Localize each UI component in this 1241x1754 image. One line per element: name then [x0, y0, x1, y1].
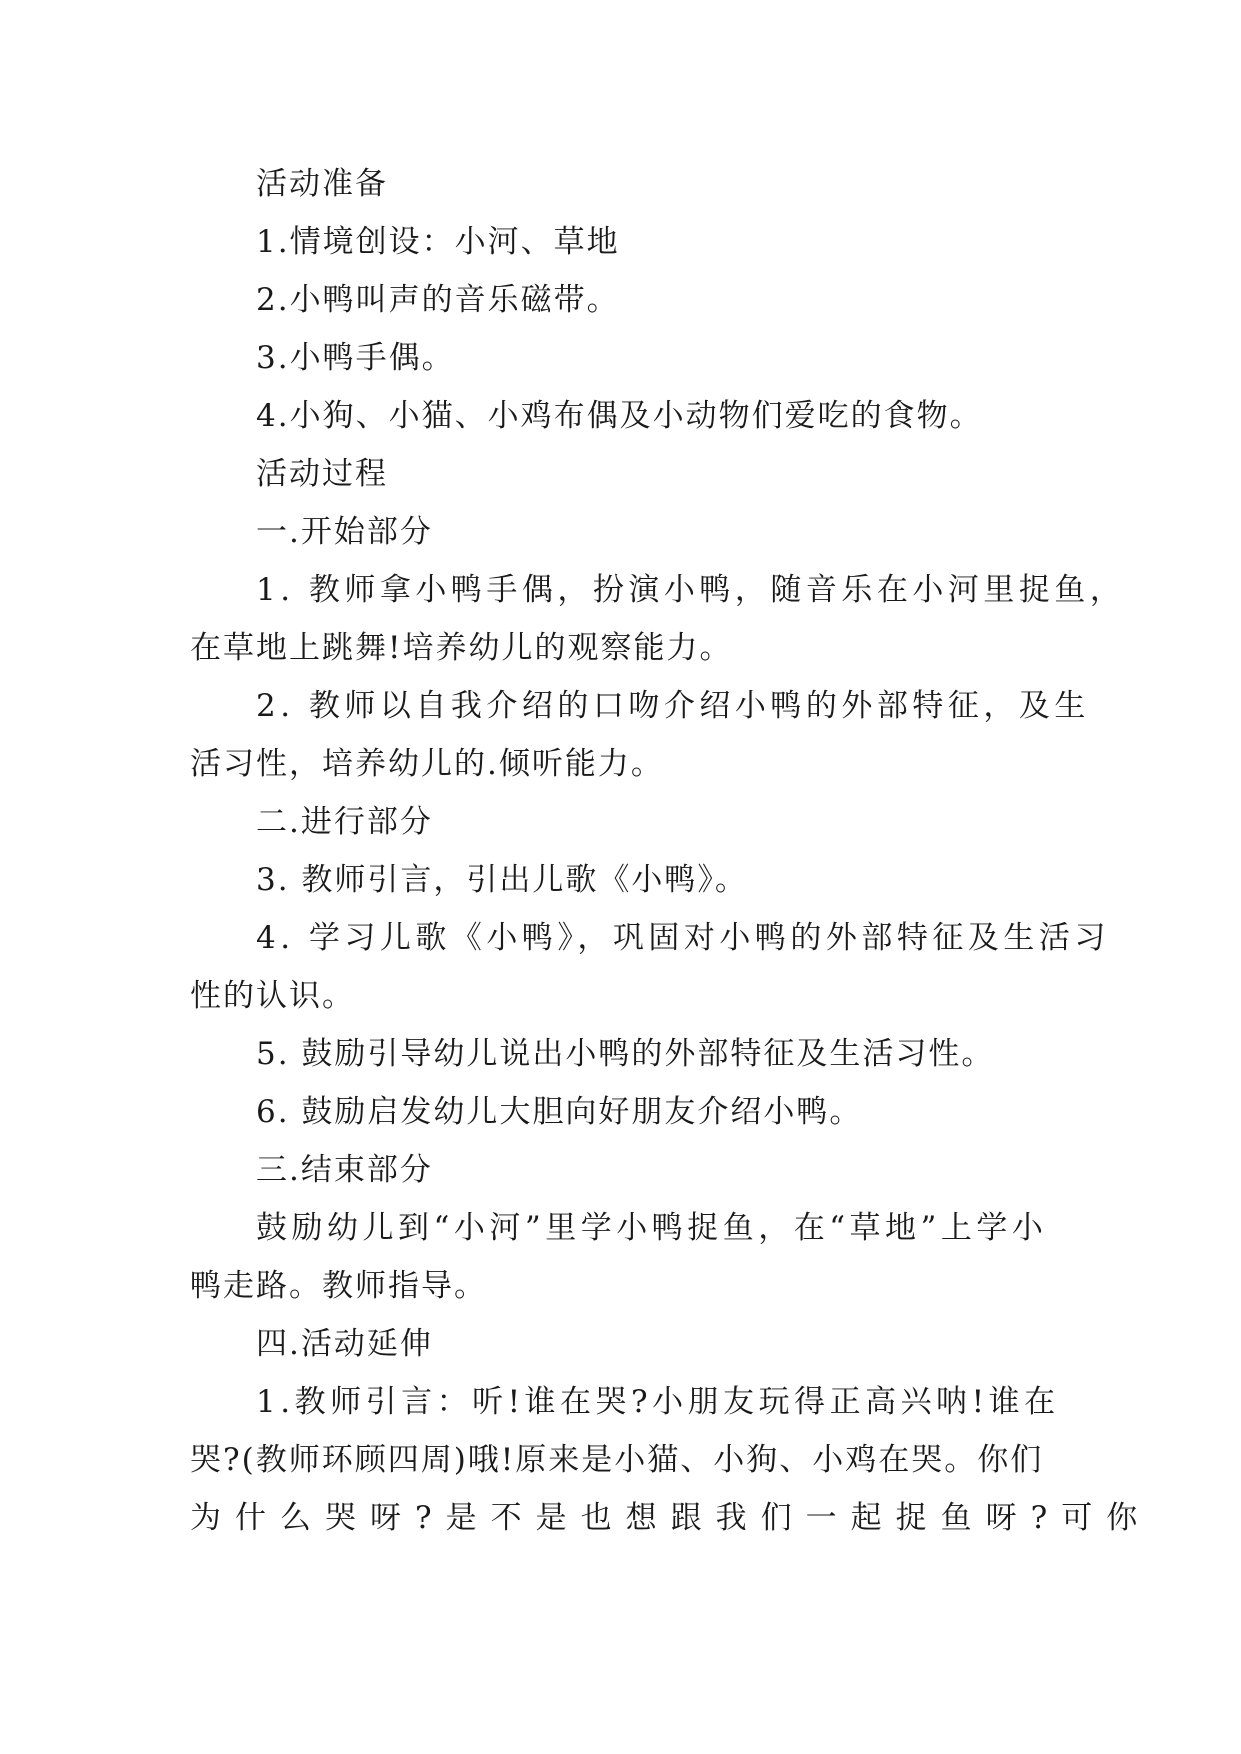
paragraph-line: 3. 教师引言，引出儿歌《小鸭》。 [256, 862, 748, 898]
paragraph-line: 6. 鼓励启发幼儿大胆向好朋友介绍小鸭。 [256, 1094, 863, 1130]
paragraph-line: 4.小狗、小猫、小鸡布偶及小动物们爱吃的食物。 [256, 398, 983, 434]
section-heading-preparation: 活动准备 [256, 166, 388, 202]
paragraph-line: 2.小鸭叫声的音乐磁带。 [256, 282, 620, 318]
paragraph-line: 鼓励幼儿到“小河”里学小鸭捉鱼，在“草地”上学小 [256, 1210, 1048, 1246]
paragraph-line: 鸭走路。教师指导。 [190, 1268, 487, 1304]
document-page [190, 155, 1152, 1547]
paragraph-line: 1.教师引言：听!谁在哭?小朋友玩得正高兴呐!谁在 [256, 1384, 1060, 1420]
paragraph-line: 3.小鸭手偶。 [256, 340, 455, 376]
paragraph-line: 1. 教师拿小鸭手偶，扮演小鸭，随音乐在小河里捉鱼， [256, 572, 1126, 608]
paragraph-line: 5. 鼓励引导幼儿说出小鸭的外部特征及生活习性。 [256, 1036, 995, 1072]
paragraph-line: 4. 学习儿歌《小鸭》，巩固对小鸭的外部特征及生活习 [256, 920, 1110, 956]
subsection-heading-start: 一.开始部分 [256, 514, 433, 550]
paragraph-line: 性的认识。 [190, 978, 355, 1014]
subsection-heading-progress: 二.进行部分 [256, 804, 433, 840]
paragraph-line: 为什么哭呀?是不是也想跟我们一起捉鱼呀?可你 [190, 1500, 1152, 1536]
subsection-heading-end: 三.结束部分 [256, 1152, 433, 1188]
paragraph-line: 活习性，培养幼儿的.倾听能力。 [190, 746, 664, 782]
paragraph-line: 2. 教师以自我介绍的口吻介绍小鸭的外部特征，及生 [256, 688, 1090, 724]
paragraph-line: 1.情境创设：小河、草地 [256, 224, 620, 260]
section-heading-process: 活动过程 [256, 456, 388, 492]
subsection-heading-extension: 四.活动延伸 [256, 1326, 433, 1362]
paragraph-line: 在草地上跳舞!培养幼儿的观察能力。 [190, 630, 733, 666]
paragraph-line: 哭?(教师环顾四周)哦!原来是小猫、小狗、小鸡在哭。你们 [190, 1442, 1044, 1478]
